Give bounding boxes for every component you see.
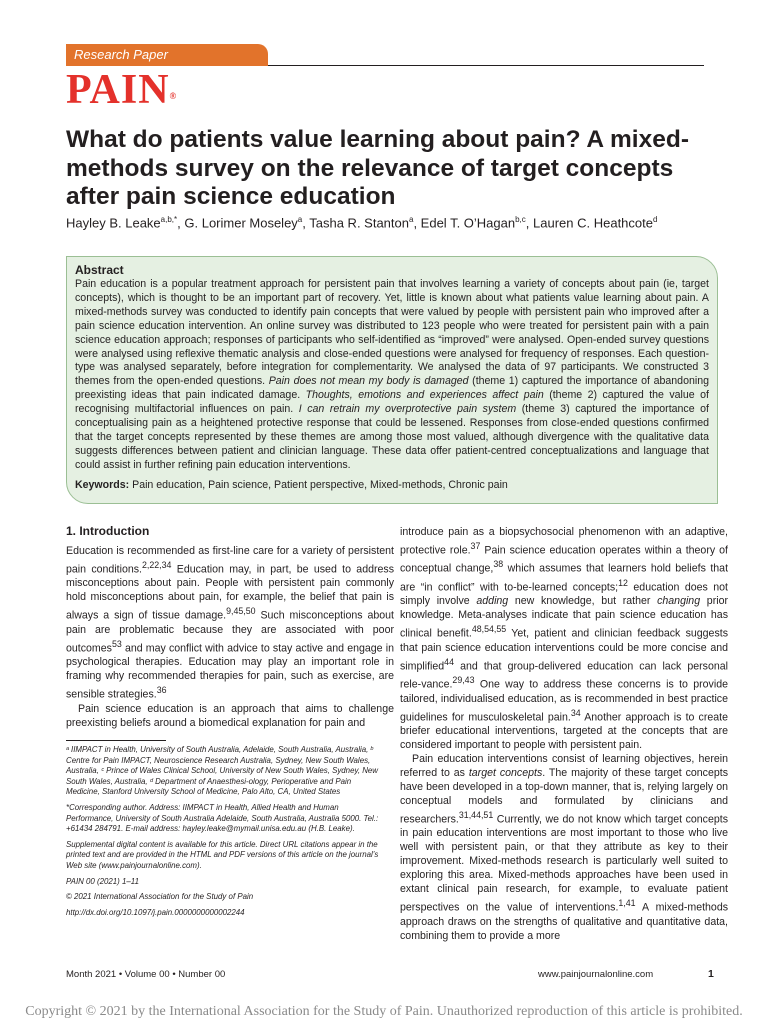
supplemental-note: Supplemental digital content is available for this article. Direct URL citations appear in the printed text and are provided in the HTML and PDF versions of this article on the journal’s Web site (www.painjournalonline.com).	[66, 839, 379, 870]
footnote-rule	[66, 740, 166, 741]
abstract-heading: Abstract	[75, 263, 124, 277]
body-paragraph: Education is recommended as first-line care for a variety of persistent pain conditions.$^{2,22,34}$ Education may, in part, be used to address misconceptions about pain. People with persistent pain commonly hold misconceptions about pain, for example, the belief that pain is always a sign of tissue damage.$^{9,45,50}$ Such misconceptions about pain are problematic because they are associated with poor outcomes$^{53}$ and may conflict with advice to stay active and engage in psychological therapies. Education may play an important role in framing why recommended therapies for pain, such as exercise, are sensible strategies.$^{36}$	[66, 544, 394, 701]
issue-info: Month 2021 • Volume 00 • Number 00	[66, 969, 226, 980]
author-name: G. Lorimer Moseley	[184, 215, 298, 231]
keywords: Keywords: Pain education, Pain science, Patient perspective, Mixed-methods, Chronic pain	[75, 478, 508, 491]
section-tag: Research Paper	[66, 44, 268, 66]
header-rule	[268, 65, 704, 66]
left-column	[66, 525, 394, 731]
copyright-note: © 2021 International Association for the Study of Pain	[66, 892, 254, 902]
abstract-box	[66, 256, 718, 504]
author-list: Hayley B. Leake$^{a,b,*}$, G. Lorimer Moseley$^a$, Tasha R. Stanton$^a$, Edel T. O’Hagan$^{b,c}$, Lauren C. Heathcote$^d$	[66, 215, 658, 231]
section-heading: 1. Introduction	[66, 524, 150, 538]
copyright-banner: Copyright © 2021 by the International Association for the Study of Pain. Unauthorized reproduction of this article is prohibited.	[25, 1004, 743, 1019]
author-name: Lauren C. Heathcote	[533, 215, 653, 231]
affiliations: ᵃ IIMPACT in Health, University of South Australia, Adelaide, South Australia, Australia, ᵇ Centre for Pain IMPACT, Neuroscience Research Australia, Sydney, New South Wales, Australia, ᶜ Prince of Wales Clinical School, University of New South Wales, Sydney, New South Wales, Australia, ᵈ Department of Anaesthesi-ology, Perioperative and Pain Medicine, Stanford University School of Medicine, Palo Alto, CA, United States	[66, 745, 378, 797]
page-number: 1	[708, 968, 714, 980]
article-title: What do patients value learning about pain? A mixed-methods survey on the relevance of target concepts after pain science education	[66, 126, 689, 210]
corresponding-author: *Corresponding author. Address: IIMPACT in Health, Allied Health and Human Performance, University of South Australia Adelaide, South Australia, Australia 5000. Tel.: +61434 284791. E-mail address: hayley.leake@mymail.unisa.edu.au (H.B. Leake).	[66, 802, 379, 834]
footnotes	[66, 740, 380, 923]
author-name: Tasha R. Stanton	[309, 215, 409, 231]
body-paragraph: introduce pain as a biopsychosocial phenomenon with an adaptive, protective role.$^{37}$ Pain science education operates within a theory of conceptual change,$^{38}$ which assumes that learners hold beliefs that are “in conflict” with to-be-learned concepts;$^{12}$ education does not simply involve adding new knowledge, but rather changing prior knowledge. Meta-analyses indicate that pain science education has clinical benefit.$^{48,54,55}$ Yet, patient and clinician feedback suggests that pain science education interventions could be more concise and simplified$^{44}$ and that group-delivered education can lack personal rele-vance.$^{29,43}$ One way to address these concerns is to provide tailored, individualised education, as is recommended in best practice guidelines for musculoskeletal pain.$^{34}$ Another approach is to create briefer educational interventions, targeted at the concepts that are considered important to people with persistent pain.	[400, 526, 729, 752]
body-paragraph: Pain education interventions consist of learning objectives, herein referred to as target concepts. The majority of these target concepts have been developed in a top-down manner, that is, relying largely on conceptual models and formulated by clinicians and researchers.$^{31,44,51}$ Currently, we do not know which target concepts in pain education interventions are most important to those who live well with persistent pain, or that they attribute as key to their improvement. Mixed-methods research is particularly well suited to exploring this area. Mixed-methods approaches have been used in extant clinical pain research, for example, to evaluate patient perspectives on the value of interventions.$^{1,41}$ A mixed-methods approach draws on the strengths of qualitative and quantitative data, combining them to provide a more	[400, 753, 729, 942]
doi-link[interactable]: http://dx.doi.org/10.1097/j.pain.0000000000002244	[66, 907, 245, 917]
author-name: Hayley B. Leake	[66, 215, 161, 231]
journal-logo: PAIN®	[66, 67, 178, 113]
citation: PAIN 00 (2021) 1–11	[66, 876, 139, 886]
abstract-text: Pain education is a popular treatment approach for persistent pain that involves learning a variety of concepts about pain (ie, target concepts), which is thought to be an important part of recovery. Yet, little is known about what patients value learning about pain. A mixed-methods survey was conducted to identify pain concepts that were valued by people with persistent pain who improved after a pain science education intervention. An online survey was distributed to 123 people who were treated for persistent pain with a pain science education approach; responses of participants who self-identified as “improved” were analysed. Open-ended survey questions were analysed using reflexive thematic analysis and close-ended questions were analysed for frequency of responses. Each question-type was analysed separately, before integration for complementarity. We analysed the data of 97 participants. We constructed 3 themes from the open-ended questions. Pain does not mean my body is damaged (theme 1) captured the importance of abandoning preexisting ideas that pain indicated damage. Thoughts, emotions and experiences affect pain (theme 2) captured the value of recognising multifactorial influences on pain. I can retrain my overprotective pain system (theme 3) captured the importance of conceptualising pain as a heightened protective response that could be lessened. Responses from close-ended questions confirmed that the target concepts represented by these themes are among those most valued, although divergence with the qualitative data suggests differences between patient and clinician language. These data offer patient-centred conceptualizations and language that could assist in further refining pain education interventions.	[75, 278, 709, 471]
journal-url[interactable]: www.painjournalonline.com	[538, 969, 654, 980]
body-paragraph: Pain science education is an approach that aims to challenge preexisting beliefs around a biomedical explanation for pain and	[66, 702, 394, 729]
author-name: Edel T. O’Hagan	[420, 215, 516, 231]
right-column	[400, 526, 728, 944]
